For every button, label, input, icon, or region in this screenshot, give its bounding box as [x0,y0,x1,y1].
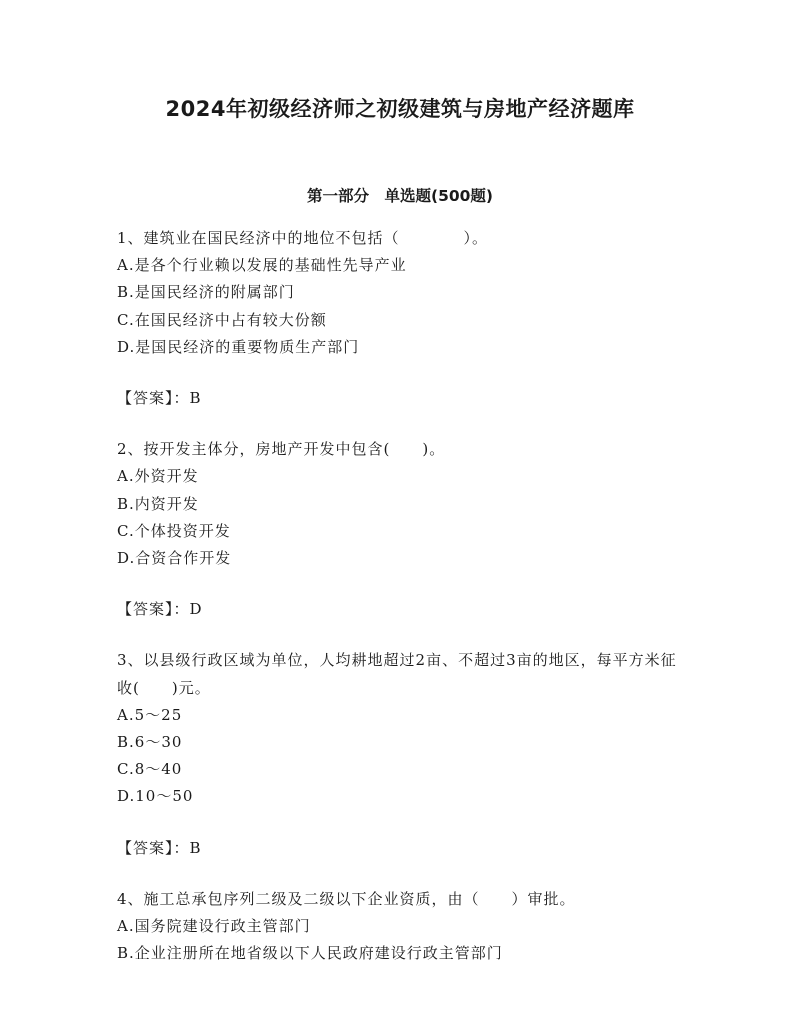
question-item [117,436,692,623]
answer-line: 【答案】：B [117,389,202,408]
option-b: B.6～30 [117,733,183,752]
option-a: A.5～25 [117,705,183,724]
question-text: 2、按开发主体分，房地产开发中包含( )。 [117,440,446,459]
option-list [117,913,692,967]
option-c: C.个体投资开发 [117,521,231,540]
answer-line: 【答案】：D [117,600,203,619]
question-list [117,225,692,991]
answer-line: 【答案】：B [117,838,202,857]
option-d: D.10～50 [117,787,194,806]
question-item [117,647,692,861]
option-c: C.在国民经济中占有较大份额 [117,310,327,329]
option-c: C.8～40 [117,760,183,779]
option-list [117,252,692,361]
option-b: B.是国民经济的附属部门 [117,283,295,302]
option-b: B.内资开发 [117,494,199,513]
option-list [117,463,692,572]
option-a: A.是各个行业赖以发展的基础性先导产业 [117,256,407,275]
question-text: 4、施工总承包序列二级及二级以下企业资质，由（ ）审批。 [117,889,576,908]
option-a: A.外资开发 [117,467,199,486]
page-title: 2024年初级经济师之初级建筑与房地产经济题库 [165,97,635,121]
question-text: 3、以县级行政区域为单位，人均耕地超过2亩、不超过3亩的地区，每平方米征收( )元。 [117,651,677,697]
option-list [117,702,692,811]
option-b: B.企业注册所在地省级以下人民政府建设行政主管部门 [117,944,503,963]
question-text: 1、建筑业在国民经济中的地位不包括（ ）。 [117,229,489,247]
question-item [117,886,692,968]
section-heading: 第一部分 单选题(500题) [306,187,494,205]
option-d: D.是国民经济的重要物质生产部门 [117,337,360,356]
option-a: A.国务院建设行政主管部门 [117,917,311,936]
option-d: D.合资合作开发 [117,549,232,568]
question-item [117,225,692,412]
